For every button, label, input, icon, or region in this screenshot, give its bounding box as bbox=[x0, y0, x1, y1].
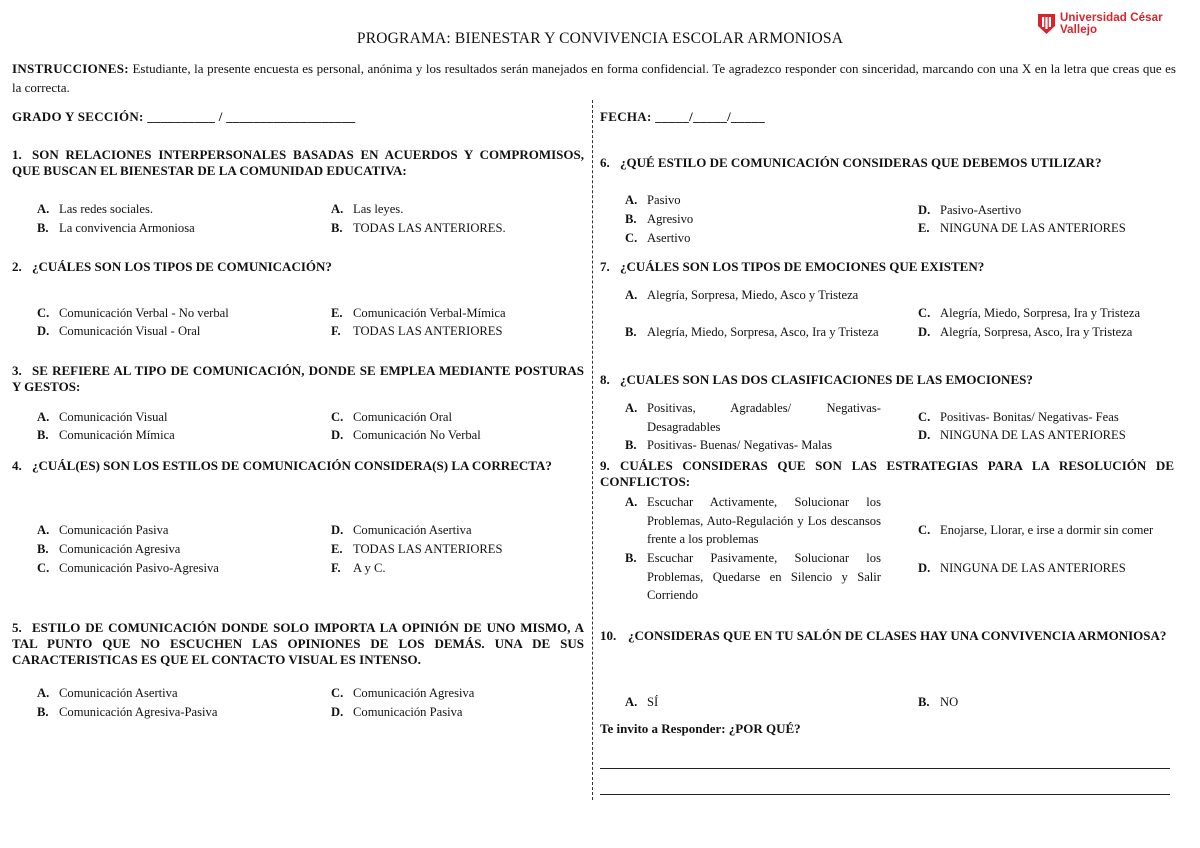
question-10: 10. ¿CONSIDERAS QUE EN TU SALÓN DE CLASES HAY UNA CONVIVENCIA ARMONIOSA? bbox=[600, 628, 1167, 643]
question-text: ESTILO DE COMUNICACIÓN DONDE SOLO IMPORTA LA OPINIÓN DE UNO MISMO, A TAL PUNTO QUE NO ESCUCHEN LAS OPINIONES DE LOS DEMÁS. UNA DE SUS CARACTERISTICAS ES QUE EL CONTACTO VISUAL ES INTENSO. bbox=[12, 620, 584, 667]
question-9: 9. CUÁLES CONSIDERAS QUE SON LAS ESTRATEGIAS PARA LA RESOLUCIÓN DE CONFLICTOS: bbox=[600, 458, 1174, 489]
university-name: Universidad César Vallejo bbox=[1060, 12, 1163, 36]
option[interactable]: C. Asertivo bbox=[625, 231, 691, 245]
option[interactable]: B. Escuchar Pasivamente, Solucionar los Problemas, Quedarse en Silencio y Salir Corriendo bbox=[625, 551, 881, 603]
instructions bbox=[12, 60, 1176, 97]
option[interactable]: B. NO bbox=[918, 695, 959, 709]
option[interactable]: A. Comunicación Visual bbox=[37, 410, 168, 424]
option[interactable]: D. Comunicación Visual - Oral bbox=[37, 324, 201, 338]
grade-section-field[interactable]: GRADO Y SECCIÓN: __________ / ___________________ bbox=[12, 109, 356, 124]
option[interactable]: D. NINGUNA DE LAS ANTERIORES bbox=[918, 561, 1126, 575]
option[interactable]: B. Positivas- Buenas/ Negativas- Malas bbox=[625, 438, 833, 452]
question-text: ¿CUALES SON LAS DOS CLASIFICACIONES DE LAS EMOCIONES? bbox=[620, 372, 1033, 387]
option[interactable]: C. Enojarse, Llorar, e irse a dormir sin comer bbox=[918, 523, 1154, 537]
option[interactable]: A. Las redes sociales. bbox=[37, 202, 154, 216]
question-text: ¿CUÁLES SON LOS TIPOS DE EMOCIONES QUE EXISTEN? bbox=[620, 259, 985, 274]
option[interactable]: B. Comunicación Agresiva-Pasiva bbox=[37, 705, 218, 719]
question-text: SON RELACIONES INTERPERSONALES BASADAS EN ACUERDOS Y COMPROMISOS, QUE BUSCAN EL BIENESTAR DE LA COMUNIDAD EDUCATIVA: bbox=[12, 147, 584, 178]
question-text: ¿QUÉ ESTILO DE COMUNICACIÓN CONSIDERAS QUE DEBEMOS UTILIZAR? bbox=[620, 155, 1102, 170]
option[interactable]: B. Comunicación Agresiva bbox=[37, 542, 181, 556]
question-text: ¿CUÁLES SON LOS TIPOS DE COMUNICACIÓN? bbox=[32, 259, 332, 274]
invite-text: Te invito a Responder: ¿POR QUÉ? bbox=[600, 721, 801, 736]
option[interactable]: F. TODAS LAS ANTERIORES bbox=[331, 324, 503, 338]
option[interactable]: A. Alegría, Sorpresa, Miedo, Asco y Tristeza bbox=[625, 288, 859, 302]
option[interactable]: A. Pasivo bbox=[625, 193, 681, 207]
option[interactable]: C. Positivas- Bonitas/ Negativas- Feas bbox=[918, 410, 1119, 424]
option[interactable]: C. Alegría, Miedo, Sorpresa, Ira y Tristeza bbox=[918, 306, 1141, 320]
question-6: 6. ¿QUÉ ESTILO DE COMUNICACIÓN CONSIDERAS QUE DEBEMOS UTILIZAR? bbox=[600, 155, 1102, 170]
option[interactable]: C. Comunicación Verbal - No verbal bbox=[37, 306, 229, 320]
question-text: ¿CUÁL(ES) SON LOS ESTILOS DE COMUNICACIÓN CONSIDERA(S) LA CORRECTA? bbox=[32, 458, 552, 473]
option[interactable]: A. Positivas, Agradables/ Negativas-Desagradables bbox=[625, 401, 881, 434]
question-3: 3. SE REFIERE AL TIPO DE COMUNICACIÓN, DONDE SE EMPLEA MEDIANTE POSTURAS Y GESTOS: bbox=[12, 363, 584, 394]
option[interactable]: C. Comunicación Pasivo-Agresiva bbox=[37, 561, 219, 575]
question-1: 1. SON RELACIONES INTERPERSONALES BASADAS EN ACUERDOS Y COMPROMISOS, QUE BUSCAN EL BIENESTAR DE LA COMUNIDAD EDUCATIVA: bbox=[12, 147, 584, 178]
date-field[interactable]: FECHA: _____/_____/_____ bbox=[600, 109, 766, 124]
option[interactable]: C. Comunicación Oral bbox=[331, 410, 452, 424]
option[interactable]: D. Alegría, Sorpresa, Asco, Ira y Tristeza bbox=[918, 325, 1133, 339]
instructions-label: INSTRUCCIONES: bbox=[12, 61, 129, 76]
option[interactable]: D. Comunicación Asertiva bbox=[331, 523, 472, 537]
answer-line[interactable] bbox=[600, 768, 1170, 769]
option[interactable]: A. Escuchar Activamente, Solucionar los Problemas, Auto-Regulación y Los descansos frente a los problemas bbox=[625, 495, 881, 547]
question-text: ¿CONSIDERAS QUE EN TU SALÓN DE CLASES HAY UNA CONVIVENCIA ARMONIOSA? bbox=[628, 628, 1167, 643]
question-7: 7. ¿CUÁLES SON LOS TIPOS DE EMOCIONES QUE EXISTEN? bbox=[600, 259, 985, 274]
option[interactable]: F. A y C. bbox=[331, 561, 386, 575]
answer-line[interactable] bbox=[600, 794, 1170, 795]
question-text: SE REFIERE AL TIPO DE COMUNICACIÓN, DONDE SE EMPLEA MEDIANTE POSTURAS Y GESTOS: bbox=[12, 363, 584, 394]
option[interactable]: D. Comunicación No Verbal bbox=[331, 428, 481, 442]
option[interactable]: C. Comunicación Agresiva bbox=[331, 686, 475, 700]
option[interactable]: A. Las leyes. bbox=[331, 202, 404, 216]
option[interactable]: D. NINGUNA DE LAS ANTERIORES bbox=[918, 428, 1126, 442]
option[interactable]: A. SÍ bbox=[625, 695, 659, 709]
instructions-text: Estudiante, la presente encuesta es personal, anónima y los resultados serán manejados en forma confidencial. Te agradezco responder con sinceridad, marcando con una X en la letra que creas que es la correcta. bbox=[12, 61, 1176, 95]
question-text: CUÁLES CONSIDERAS QUE SON LAS ESTRATEGIAS PARA LA RESOLUCIÓN DE CONFLICTOS: bbox=[600, 458, 1174, 489]
option[interactable]: B. Comunicación Mímica bbox=[37, 428, 175, 442]
option[interactable]: E. NINGUNA DE LAS ANTERIORES bbox=[918, 221, 1126, 235]
question-5: 5. ESTILO DE COMUNICACIÓN DONDE SOLO IMPORTA LA OPINIÓN DE UNO MISMO, A TAL PUNTO QUE NO ESCUCHEN LAS OPINIONES DE LOS DEMÁS. UNA DE SUS CARACTERISTICAS ES QUE EL CONTACTO VISUAL ES INTENSO. bbox=[12, 620, 584, 667]
option[interactable]: A. Comunicación Pasiva bbox=[37, 523, 169, 537]
option[interactable]: D. Comunicación Pasiva bbox=[331, 705, 463, 719]
option[interactable]: B. Agresivo bbox=[625, 212, 694, 226]
option[interactable]: E. TODAS LAS ANTERIORES bbox=[331, 542, 503, 556]
option[interactable]: B. TODAS LAS ANTERIORES. bbox=[331, 221, 506, 235]
question-8: 8. ¿CUALES SON LAS DOS CLASIFICACIONES DE LAS EMOCIONES? bbox=[600, 372, 1033, 387]
option[interactable]: B. La convivencia Armoniosa bbox=[37, 221, 195, 235]
option[interactable]: D. Pasivo-Asertivo bbox=[918, 203, 1022, 217]
question-4: 4. ¿CUÁL(ES) SON LOS ESTILOS DE COMUNICACIÓN CONSIDERA(S) LA CORRECTA? bbox=[12, 458, 552, 473]
option[interactable]: B. Alegría, Miedo, Sorpresa, Asco, Ira y Tristeza bbox=[625, 325, 879, 339]
column-divider bbox=[592, 100, 593, 800]
option[interactable]: E. Comunicación Verbal-Mímica bbox=[331, 306, 506, 320]
question-2: 2. ¿CUÁLES SON LOS TIPOS DE COMUNICACIÓN? bbox=[12, 259, 332, 274]
page-title: PROGRAMA: BIENESTAR Y CONVIVENCIA ESCOLAR ARMONIOSA bbox=[356, 30, 844, 47]
option[interactable]: A. Comunicación Asertiva bbox=[37, 686, 178, 700]
